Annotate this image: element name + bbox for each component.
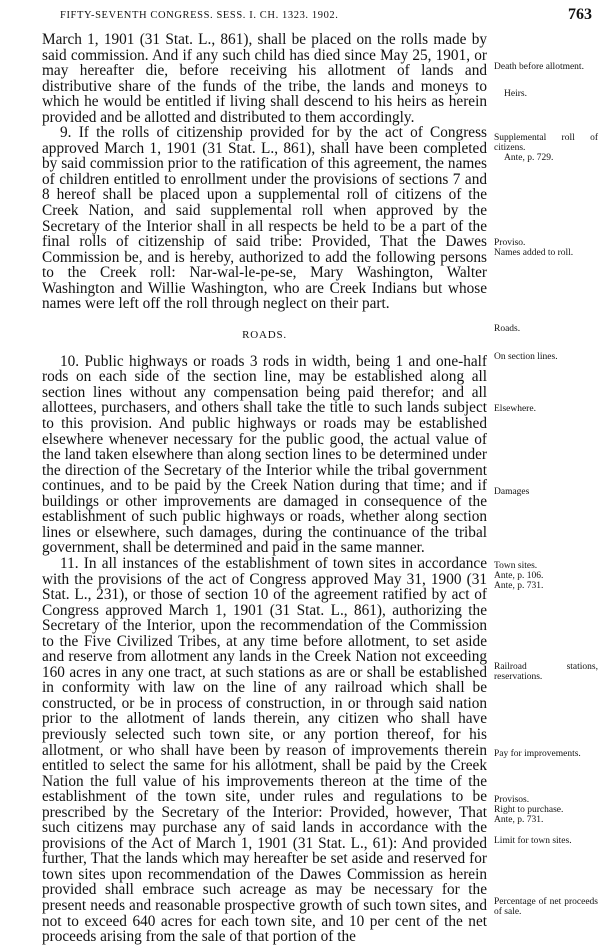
- main-text: [42, 32, 487, 945]
- note-percentage: Percentage of net proceeds of sale.: [494, 897, 598, 917]
- running-header: [40, 6, 600, 26]
- note-town-sites-label: Town sites.: [494, 561, 538, 571]
- note-provisos-label: Provisos.: [494, 795, 530, 805]
- note-limit: Limit for town sites.: [494, 836, 572, 846]
- note-town-ref-2: Ante, p. 731.: [494, 581, 544, 591]
- paragraph-intro: March 1, 1901 (31 Stat. L., 861), shall be placed on the rolls made by said commission. And if any such child has died since May 25, 1901, or may hereafter die, before receiving his allotment of lands and distributive share of the funds of the tribe, the lands and moneys to which he would be entitled if living shall descend to his heirs as herein provided and be allotted and distributed to them accordingly.: [42, 31, 487, 126]
- running-head-text: FIFTY-SEVENTH CONGRESS. SESS. I. CH. 1323. 1902.: [60, 10, 339, 21]
- page-number: 763: [568, 6, 592, 23]
- paragraph-9: 9. If the rolls of citizenship provided for by the act of Congress approved March 1, 1901 (31 Stat. L., 861), shall have been completed by said commission prior to the ratification of this agreement, the names of children entitled to enrollment under the provisions of sections 7 and 8 hereof shall be placed upon a supplemental roll of citizens of the Creek Nation, and said supplemental roll when approved by the Secretary of the Interior shall in all respects be held to be a part of the final rolls of citizenship of said tribe: Provided, That the Dawes Commission be, and is hereby, authorized to add the following persons to the Creek roll: Nar-wal-le-pe-se, Mary Washington, Walter Washington and Willie Washington, who are Creek Indians but whose names were left off the roll through neglect on their part.: [42, 124, 487, 313]
- paragraph-11: 11. In all instances of the establishment of town sites in accordance with the provisions of the act of Congress approved May 31, 1900 (31 Stat. L., 231), or those of section 10 of the agreement ratified by act of Congress approved March 1, 1901 (31 Stat. L., 861), authorizing the Secretary of the Interior, upon the recommendation of the Commission to the Five Civilized Tribes, at any time before allotment, to set aside and reserve from allotment any lands in the Creek Nation not exceeding 160 acres in any one tract, at such stations as are or shall be established in conformity with law on the line of any railroad which shall be constructed, or be in process of construction, in or through said nation prior to the allotment of lands therein, any citizen who shall have previously selected such town site, or any portion thereof, for his allotment, or who shall have been by reason of improvements therein entitled to select the same for his allotment, shall be paid by the Creek Nation the full value of his improvements thereon at the time of the establishment of the town site, under rules and regulations to be prescribed by the Secretary of the Interior: Provided, however, That such citizens may purchase any of said lands in accordance with the provisions of the Act of March 1, 1901 (31 Stat. L., 61): And provided further, That the lands which may hereafter be set aside and reserved for town sites upon recommendation of the Dawes Commission as herein provided shall embrace such acreage as may be necessary for the present needs and reasonable prospective growth of such town sites, and not to exceed 640 acres for each town site, and 10 per cent of the net proceeds arising from the sale of that portion of the: [42, 554, 487, 945]
- note-roads: Roads.: [494, 324, 521, 334]
- note-damages: Damages: [494, 487, 530, 497]
- note-provisos: [494, 795, 563, 825]
- section-heading-roads: ROADS.: [242, 328, 287, 341]
- note-right-ref: Ante, p. 731.: [494, 815, 544, 825]
- note-pay: Pay for improvements.: [494, 749, 581, 759]
- note-right-purchase: Right to purchase.: [494, 805, 564, 815]
- note-town-sites: [494, 561, 543, 591]
- note-elsewhere: Elsewhere.: [494, 404, 536, 414]
- note-supplemental-text: Supplemental roll of citizens.: [494, 133, 598, 153]
- note-section-lines: On section lines.: [494, 352, 558, 362]
- note-supplemental: [494, 133, 598, 163]
- note-town-ref-1: Ante, p. 106.: [494, 571, 544, 581]
- note-supplemental-ref: Ante, p. 729.: [504, 153, 554, 163]
- note-proviso-label: Proviso.: [494, 238, 526, 248]
- note-railroad: Railroad stations, reservations.: [494, 662, 598, 682]
- note-names-added: Names added to roll.: [494, 248, 574, 258]
- note-death: Death before allotment.: [494, 62, 584, 72]
- paragraph-10: 10. Public highways or roads 3 rods in width, being 1 and one-half rods on each side of the section line, may be established along all section lines without any compensation being paid therefor; and all allottees, purchasers, and others shall take the title to such lands subject to this provision. And public highways or roads may be established elsewhere whenever necessary for the public good, the actual value of the land taken elsewhere than along section lines to be determined under the direction of the Secretary of the Interior while the tribal government continues, and to be paid by the Creek Nation during that time; and if buildings or other improvements are damaged in consequence of the establishment of such public highways or roads, whether along section lines or elsewhere, such damages, during the continuance of the tribal government, shall be determined and paid in the same manner.: [42, 352, 487, 557]
- note-proviso: [494, 238, 598, 258]
- note-heirs: Heirs.: [504, 89, 527, 99]
